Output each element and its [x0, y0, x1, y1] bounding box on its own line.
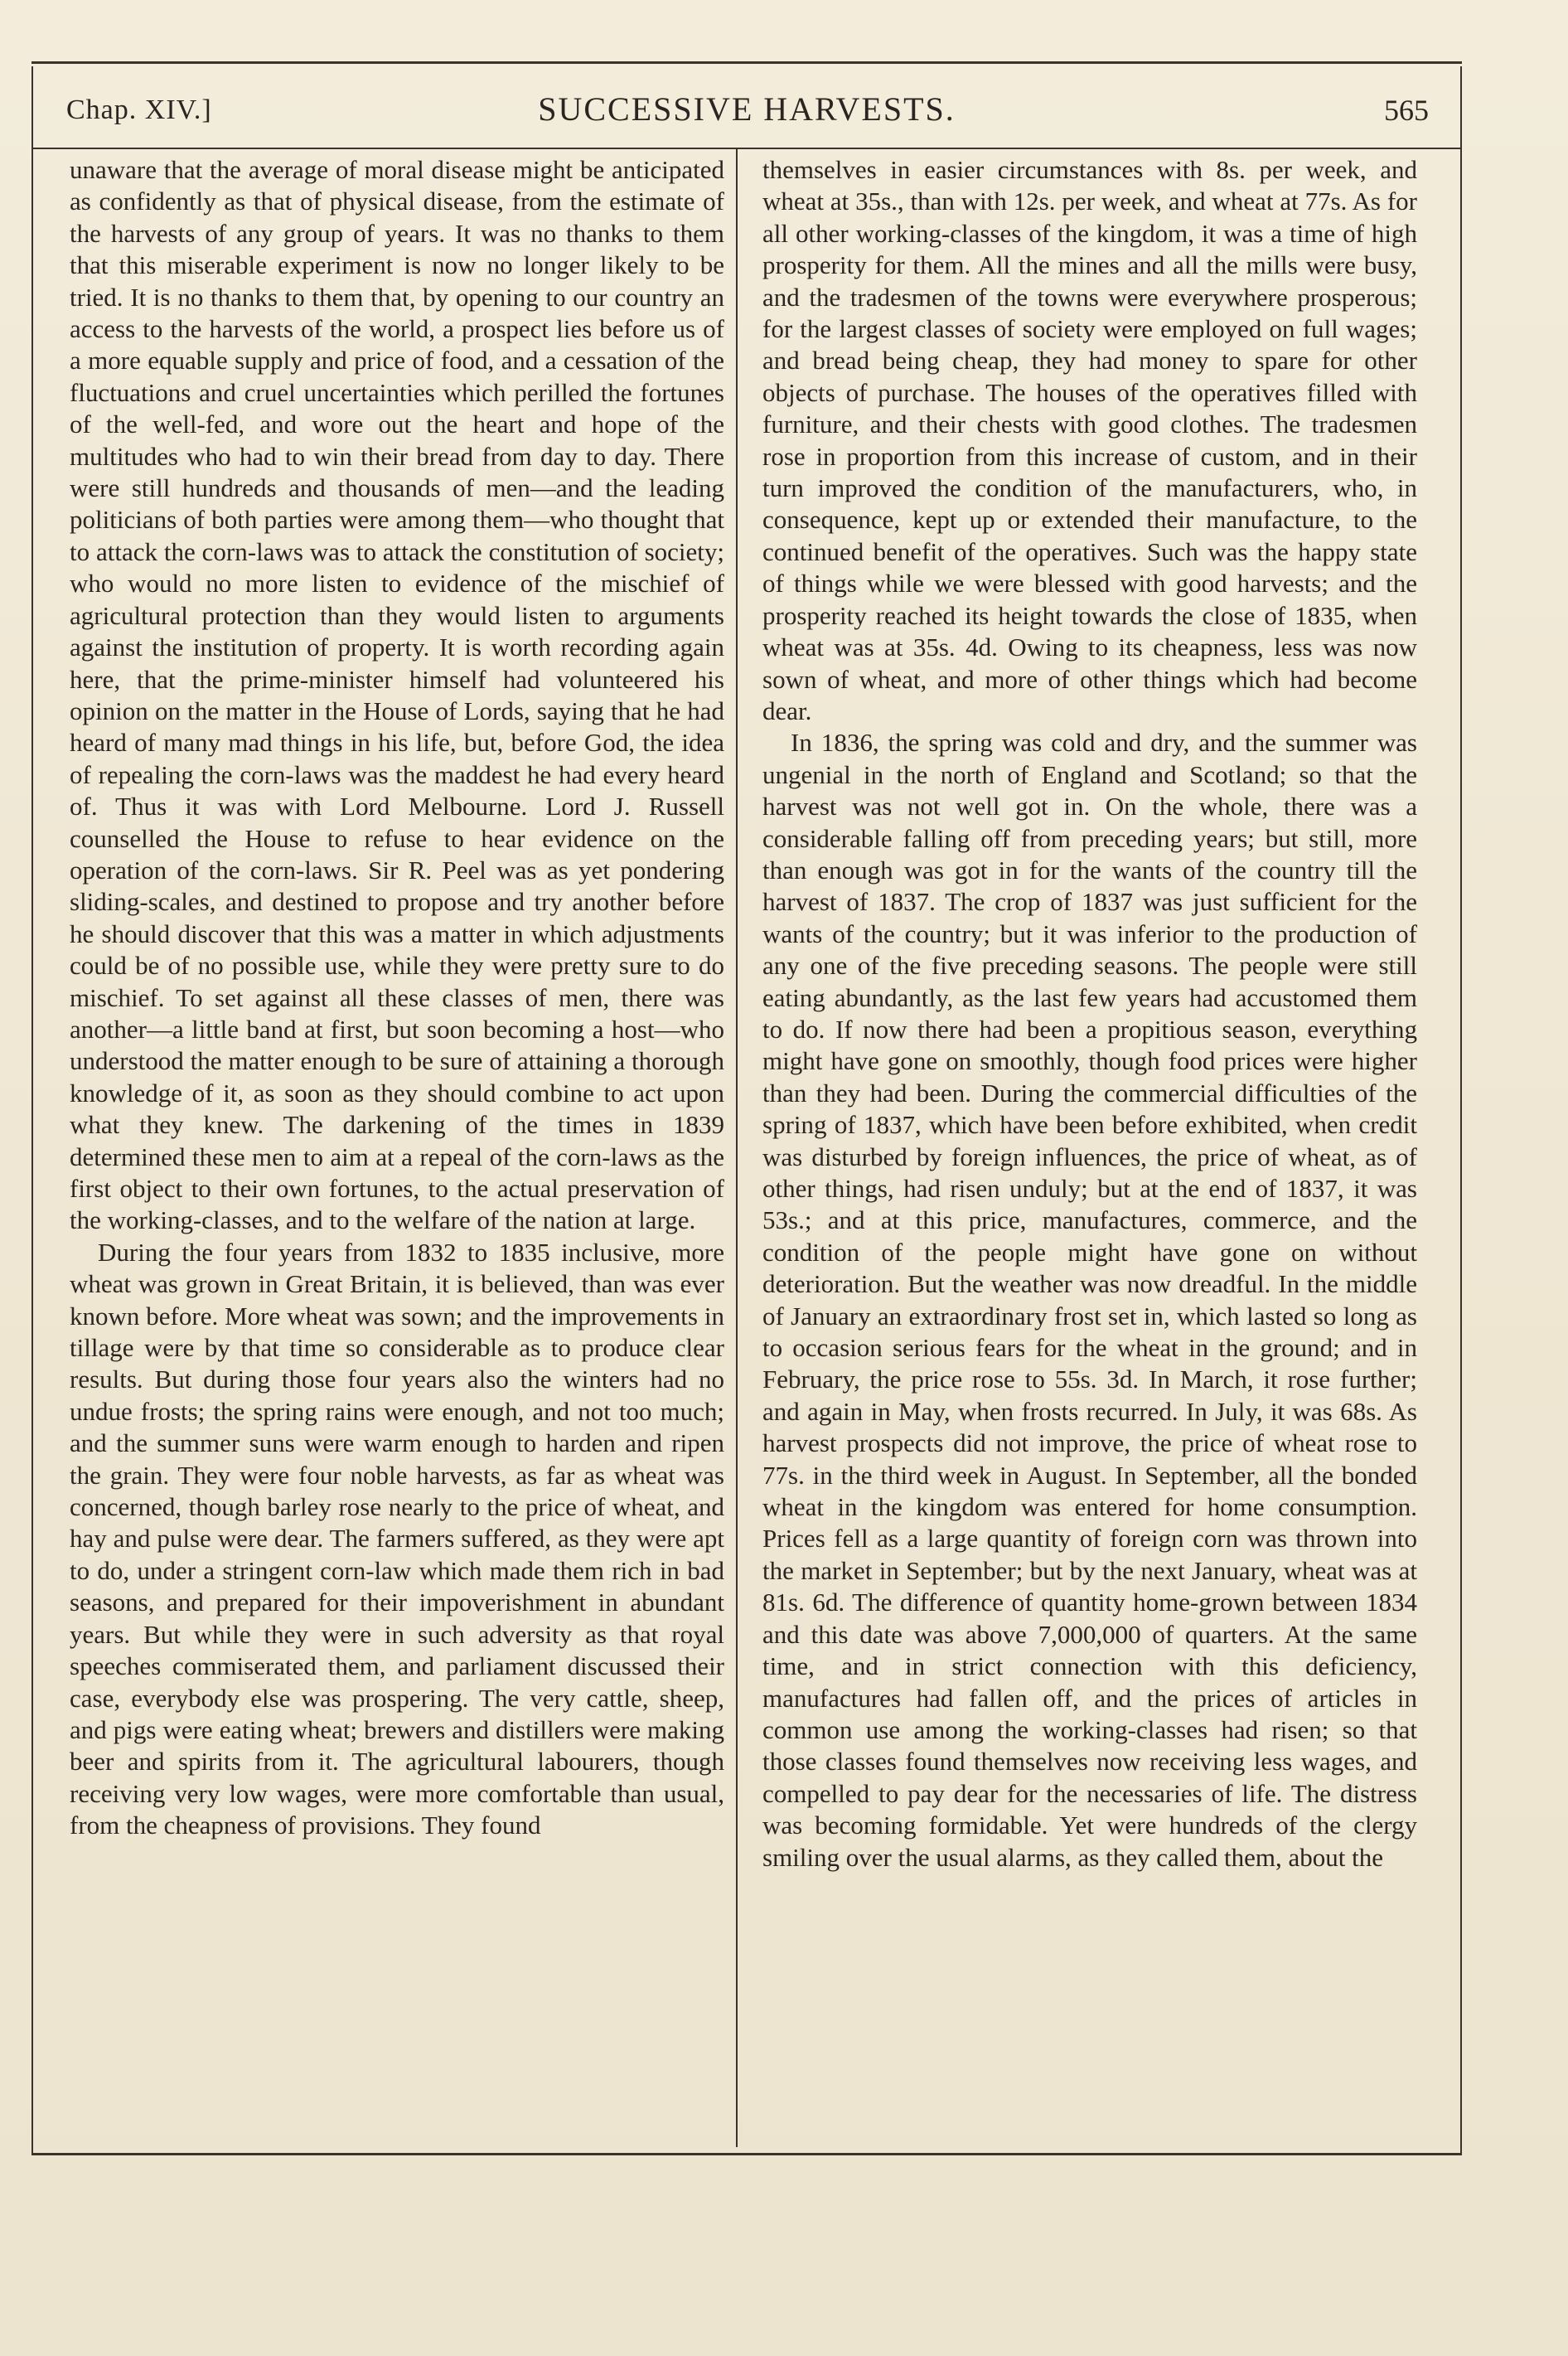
page-title: SUCCESSIVE HARVESTS.	[538, 90, 956, 128]
page-number: 565	[1384, 94, 1429, 127]
top-rule	[31, 61, 1462, 64]
paragraph: In 1836, the spring was cold and dry, and the summer was ungenial in the north of England and Scotland; so that the harvest was not well got in. On the whole, there was a considerable falling off from preceding years; but still, more than enough was got in for the wants of the country till the harvest of 1837. The crop of 1837 was just sufficient for the wants of the country; but it was inferior to the production of any one of the five preceding seasons. The people were still eating abundantly, as the last few years had accustomed them to do. If now there had been a propitious season, everything might have gone on smoothly, though food prices were higher than they had been. During the commercial difficulties of the spring of 1837, which have been before exhibited, when credit was disturbed by foreign influences, the price of wheat, as of other things, had risen unduly; but at the end of 1837, it was 53s.; and at this price, manufactures, commerce, and the condition of the people might have gone on without deterioration. But the weather was now dreadful. In the middle of January an extraordinary frost set in, which lasted so long as to occasion serious fears for the wheat in the ground; and in February, the price rose to 55s. 3d. In March, it rose further; and again in May, when frosts recurred. In July, it was 68s. As harvest prospects did not improve, the price of wheat rose to 77s. in the third week in August. In September, all the bonded wheat in the kingdom was entered for home consumption. Prices fell as a large quantity of foreign corn was thrown into the market in September; but by the next January, wheat was at 81s. 6d. The difference of quantity home-grown between 1834 and this date was above 7,000,000 of quarters. At the same time, and in strict connection with this deficiency, manufactures had fallen off, and the prices of articles in common use among the working-classes had risen; so that those classes found themselves now receiving less wages, and compelled to pay dear for the necessaries of life. The distress was becoming formidable. Yet were hundreds of the clergy smiling over the usual alarms, as they called them, about the	[762, 728, 1417, 1872]
paragraph: During the four years from 1832 to 1835 inclusive, more wheat was grown in Great Britain, it is believed, than was ever known before. More wheat was sown; and the improvements in tillage were by that time so considerable as to produce clear results. But during those four years also the winters had no undue frosts; the spring rains were enough, and not too much; and the summer suns were warm enough to harden and ripen the grain. They were four noble harvests, as far as wheat was concerned, though barley rose nearly to the price of wheat, and hay and pulse were dear. The farmers suffered, as they were apt to do, under a stringent corn-law which made them rich in bad seasons, and prepared for their impoverishment in abundant years. But while they were in such adversity as that royal speeches commiserated them, and parliament discussed their case, everybody else was prospering. The very cattle, sheep, and pigs were eating wheat; brewers and distillers were making beer and spirits from it. The agricultural labourers, though receiving very low wages, were more comfortable than usual, from the cheapness of provisions. They found	[70, 1237, 724, 1840]
right-column	[762, 154, 1417, 1874]
paragraph: themselves in easier circumstances with 8s. per week, and wheat at 35s., than with 12s. per week, and wheat at 77s. As for all other working-classes of the kingdom, it was a time of high prosperity for them. All the mines and all the mills were busy, and the tradesmen of the towns were everywhere prosperous; for the largest classes of society were employed on full wages; and bread being cheap, they had money to spare for other objects of purchase. The houses of the operatives filled with furniture, and their chests with good clothes. The tradesmen rose in proportion from this increase of custom, and in their turn improved the condition of the manufacturers, who, in consequence, kept up or extended their manufacture, to the continued benefit of the operatives. Such was the happy state of things while we were blessed with good harvests; and the prosperity reached its height towards the close of 1835, when wheat was at 35s. 4d. Owing to its cheapness, less was now sown of wheat, and more of other things which had become dear.	[762, 155, 1417, 725]
left-column	[70, 154, 724, 1842]
paragraph: unaware that the average of moral disease might be anticipated as confidently as that of physical disease, from the estimate of the harvests of any group of years. It was no thanks to them that this miserable experiment is now no longer likely to be tried. It is no thanks to them that, by opening to our country an access to the harvests of the world, a prospect lies before us of a more equable supply and price of food, and a cessation of the fluctuations and cruel uncertainties which perilled the fortunes of the well-fed, and wore out the heart and hope of the multitudes who had to win their bread from day to day. There were still hundreds and thousands of men—and the leading politicians of both parties were among them—who thought that to attack the corn-laws was to attack the constitution of society; who would no more listen to evidence of the mischief of agricultural protection than they would listen to arguments against the institution of property. It is worth recording again here, that the prime-minister himself had volunteered his opinion on the matter in the House of Lords, saying that he had heard of many mad things in his life, but, before God, the idea of repealing the corn-laws was the maddest he had every heard of. Thus it was with Lord Melbourne. Lord J. Russell counselled the House to refuse to hear evidence on the operation of the corn-laws. Sir R. Peel was as yet pondering sliding-scales, and destined to propose and try another before he should discover that this was a matter in which adjustments could be of no possible use, while they were pretty sure to do mischief. To set against all these classes of men, there was another—a little band at first, but soon becoming a host—who understood the matter enough to be sure of attaining a thorough knowledge of it, as soon as they should combine to act upon what they knew. The darkening of the times in 1839 determined these men to aim at a repeal of the corn-laws as the first object to their own fortunes, to the actual preservation of the working-classes, and to the welfare of the nation at large.	[70, 155, 724, 1235]
running-header	[31, 83, 1462, 141]
chapter-label: Chap. XIV.]	[66, 95, 212, 125]
column-divider	[736, 149, 738, 2147]
header-rule	[33, 148, 1460, 149]
